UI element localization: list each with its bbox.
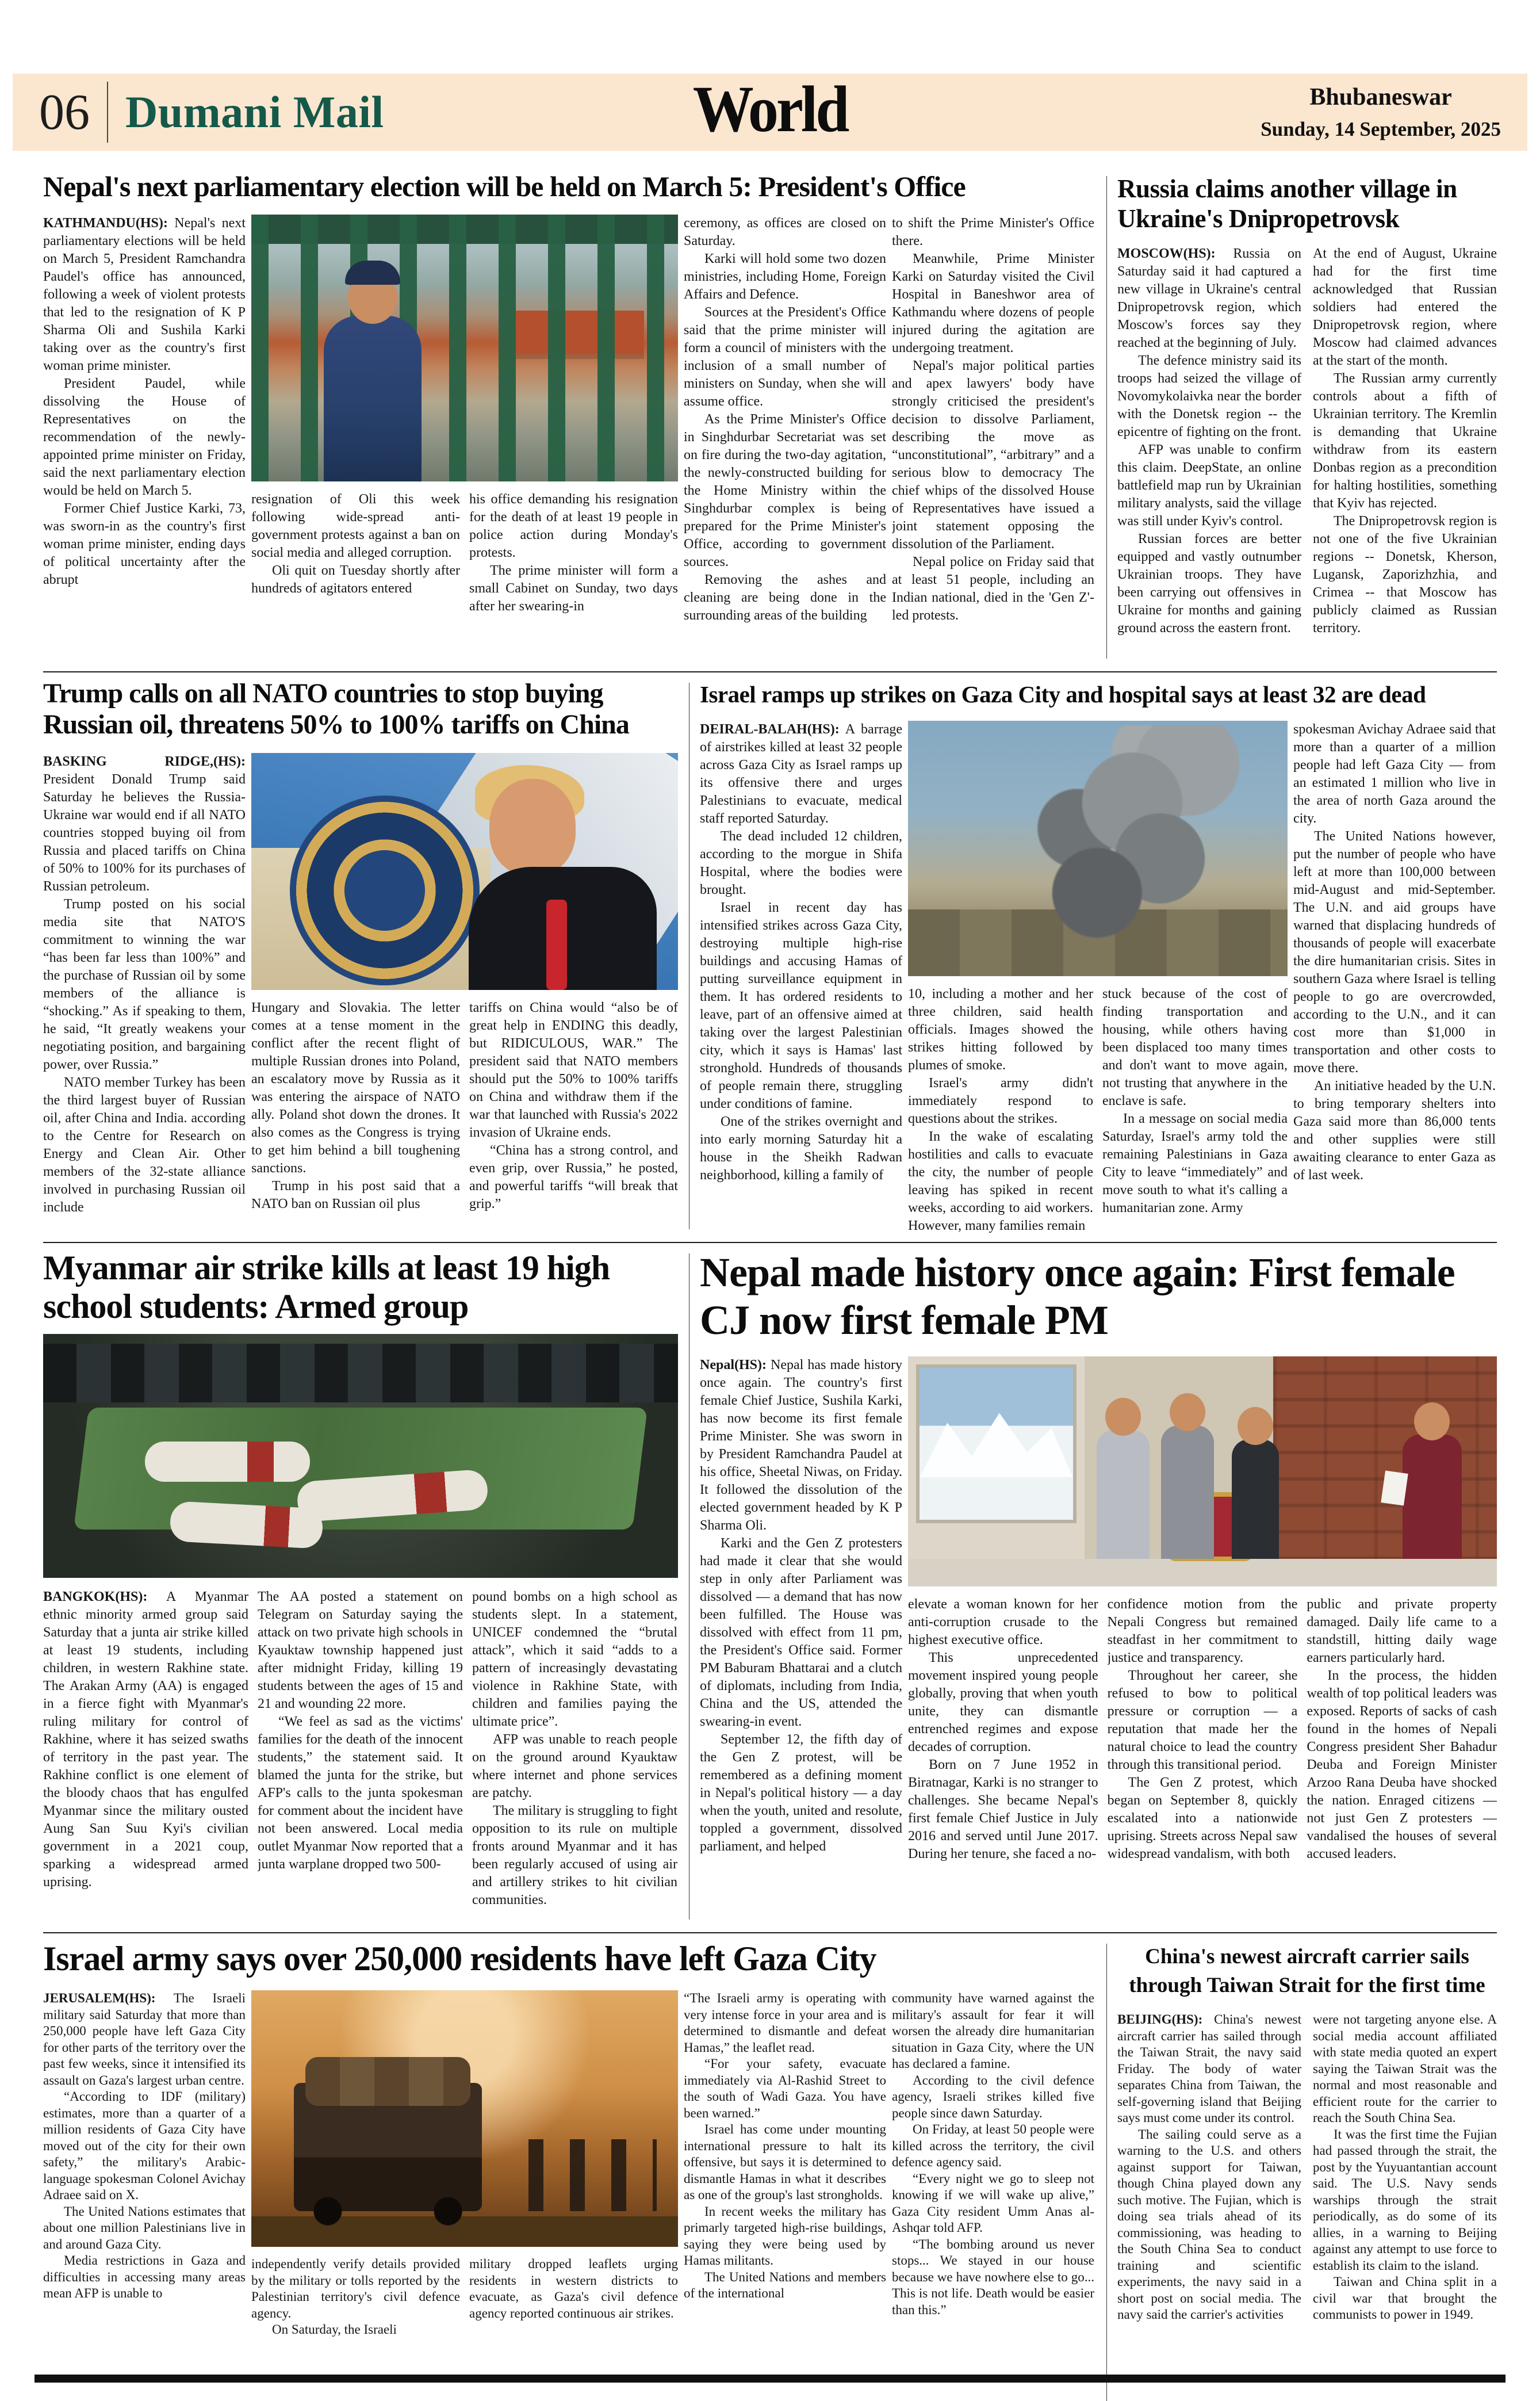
photo-trump-podium — [251, 753, 678, 990]
section-title: World — [692, 72, 848, 146]
floor-shape — [908, 1559, 1497, 1586]
text-column: KATHMANDU(HS): Nepal's next parliamentary elections will be held on March 5, President Ramchandra Paudel's office has announced, following a week of violent protests that led to the resignation of K P Sharma Oli and Sushila Karki taking over as the country's first woman prime minister. President Paudel, while dissolving the House of Representatives on the recommendation of the newly-appointed prime minister on Friday, said the next parliamentary election would be held on March 5. Former Chief Justice Karki, 73, was sworn-in as the country's first woman prime minister, ending days of political uncertainty after the abrupt — [43, 215, 246, 587]
row-2 — [0, 678, 1540, 1234]
text-column: BANGKOK(HS): A Myanmar ethnic minority armed group said Saturday that a junta air strike killed at least 19 students, including children, in western Rakhine state. The Arakan Army (AA) is engaged in a fierce fight with Myanmar's ruling military for control of Rakhine, where it has seized swaths of territory in the past year. The Rakhine conflict is one element of the bloody chaos that has engulfed Myanmar since the military ousted Aung San Suu Kyi's civilian government in a 2021 coup, sparking a widespread armed uprising. — [43, 1589, 248, 1890]
article-israel-army-evacuation — [43, 1939, 1095, 2394]
headline-nepal-first-female-pm: Nepal made history once again: First female CJ now first female PM — [700, 1249, 1455, 1344]
masthead-dateline — [1261, 83, 1501, 141]
article-nepal-election — [43, 171, 1095, 663]
karki-figure — [1403, 1435, 1461, 1559]
sub-columns — [251, 999, 678, 1234]
article-middle-block — [251, 215, 678, 663]
photo-gaza-airstrike-smoke — [908, 721, 1288, 976]
text-column: to shift the Prime Minister's Office there. Meanwhile, Prime Minister Karki on Saturday visited the Civil Hospital in Baneshwor area of Kathmandu where dozens of people injured during the agitation are undergoing treatment. Nepal's major political parties and apex lawyers' body have strongly criticised the president's decision to dissolve Parliament, describing the move as “unconstitutional”, “arbitrary” and a serious blow to democracy The chief whips of the dissolved House of Representatives have issued a joint statement opposing the dissolution of the Parliament. Nepal police on Friday said that at least 51 people, including an Indian national, died in the 'Gen Z'-led protests. — [892, 215, 1094, 623]
wrapped-bundle-shape — [145, 1442, 310, 1482]
article-divider — [1095, 171, 1117, 663]
city-label: Bhubaneswar — [1309, 84, 1452, 110]
text-column: “The Israeli army is operating with very intense force in your area and is determined to dismantle and defeat Hamas,” the leaflet read. “For your safety, evacuate immediately via Al-Rashid Street to the south of Wadi Gaza. You have been warned.” Israel has come under mounting international pressure to halt its offensive, but says it is determined to dismantle Hamas in what it describes as one of the group's last strongholds. In recent weeks the military has primarly targeted high-rise buildings, saying they were being used by Hamas militants. The United Nations and members of the international — [684, 1991, 886, 2301]
mountain-backdrop-shape — [920, 1368, 1072, 1520]
article-middle-block — [908, 1356, 1497, 1920]
article-body — [700, 1356, 1497, 1920]
article-body — [1117, 245, 1497, 651]
trump-red-tie-shape — [546, 900, 567, 990]
headline-myanmar-airstrike: Myanmar air strike kills at least 19 high school students: Armed group — [43, 1248, 610, 1326]
text-column: tariffs on China would “also be of great help in ENDING this deadly, but RIDICULOUS, WAR.” The president said that NATO members should put the 50% to 100% tariffs on China and withdraw them if the war that launched with Russia's 2022 invasion of Ukraine ends. “China has a strong control, and even grip, over Russia,” he posted, and powerful tariffs “will break that grip.” — [469, 1000, 678, 1211]
wrapped-bundle-shape — [169, 1501, 323, 1549]
text-column: DEIRAL-BALAH(HS): A barrage of airstrikes killed at least 32 people across Gaza City as Israel ramps up its offensive there and urges Palestinians to evacuate, medical staff reported Saturday. The dead included 12 children, according to the morgue in Shifa Hospital, where the bodies were brought. Israel in recent day has intensified strikes across Gaza City, destroying multiple high-rise buildings and accusing Hamas of putting surveillance equipment in them. It has ordered residents to leave, part of an offensive aimed at taking over the largest Palestinian city, which it says is Hamas' last stronghold. Hundreds of thousands of people remain there, struggling under conditions of famine. One of the strikes overnight and into early morning Saturday hit a house in the Sheikh Radwan neighborhood, killing a family of — [700, 721, 902, 1183]
text-column: were not targeting anyone else. A social media account affiliated with state media quoted an expert saying the Taiwan Strait was the normal and most reasonable and efficient route for the carrier to reach the South China Sea. It was the first time the Fujian had passed through the strait, the post by the Yuyuantantian account said. The U.S. Navy sends warships through the strait periodically, as do some of its allies, in a warning to Beijing against any attempt to use force to establish its claim to the island. Taiwan and China split in a civil war that brought the communists to power in 1949. — [1313, 2012, 1497, 2322]
row-1 — [0, 171, 1540, 663]
sub-columns — [251, 491, 678, 663]
green-fence-bars — [251, 215, 678, 481]
text-column: BASKING RIDGE,(HS): President Donald Trump said Saturday he believes the Russia-Ukraine war would end if all NATO countries stopped buying oil from Russia and placed tariffs on China of 50% to 100% for its purchases of Russian petroleum. Trump posted on his social media site that NATO'S commitment to winning the war “has been far less than 100%” and the purchase of Russian oil by some members of the alliance is “shocking.” As if speaking to them, he said, “It greatly weakens your negotiating position, and bargaining power, over Russia.” NATO member Turkey has been the third largest buyer of Russian oil, after China and India. according to the Centre for Research on Energy and Clean Air. Other members of the 32-state alliance involved in purchasing Russian oil include — [43, 754, 246, 1215]
headline-nepal-election: Nepal's next parliamentary election will be held on March 5: President's Office — [43, 171, 966, 202]
sub-columns — [43, 1588, 678, 1924]
page-number: 06 — [39, 84, 90, 140]
text-column: stuck because of the cost of finding transportation and housing, while others having been displaced too many times and don't want to move again, not trusting that anywhere in the enclave is safe. In a message on social media Saturday, Israel's army told the remaining Palestinians in Gaza City to leave “immediately” and move south to what it's calling a humanitarian zone. Army — [1102, 986, 1288, 1215]
text-column: The AA posted a statement on Telegram on Saturday saying the attack on two private high schools in Kyauktaw township happened just after midnight Friday, killing 19 students between the ages of 15 and 21 and wounding 22 more. “We feel as sad as the victims' families for the death of the innocent students,” the statement said. It blamed the junta for the strike, but AFP's calls to the junta spokesman for comment about the incident have not been answered. Local media outlet Myanmar Now reported that a junta warplane dropped two 500- — [258, 1589, 463, 1872]
text-column: Hungary and Slovakia. The letter comes at a tense moment in the conflict after the recent flight of multiple Russian drones into Poland, an escalatory move by Russia as it was entering the airspace of NATO ally. Poland shot down the drones. It also comes as the Congress is trying to get him behind a bill toughening sanctions. Trump in his post said that a NATO ban on Russian oil plus — [251, 1000, 460, 1211]
text-column: 10, including a mother and her three children, said health officials. Images showed the strikes hitting followed by plumes of smoke. Israel's army didn't immediately respond to questions about the strikes. In the wake of escalating hostilities and calls to evacuate the city, the number of people leaving has spiked in recent weeks, according to aid workers. However, many families remain — [908, 986, 1093, 1233]
photo-nepal-border-gate — [251, 215, 678, 481]
text-column: independently verify details provided by the military or tolls reported by the Palestinian territory's civil defence agency. On Saturday, the Israeli — [251, 2257, 460, 2337]
article-middle-block — [251, 753, 678, 1234]
trump-head-shape — [489, 779, 576, 875]
article-nepal-first-female-pm — [700, 1249, 1497, 1920]
aide-figure — [1232, 1439, 1279, 1559]
section-rule — [43, 1932, 1497, 1933]
text-column: confidence motion from the Nepali Congress but remained steadfast in her commitment to justice and transparency. Throughout her career, she refused to bow to political pressure or corruption — a reputation that made her the natural choice to lead the country through this transitional period. The Gen Z protest, which began on September 8, quickly escalated into a nationwide uprising. Streets across Nepal saw widespread vandalism, with both — [1107, 1597, 1298, 1861]
text-column: military dropped leaflets urging residents in western districts to evacuate, as Gaza's civil defence agency reported continuous air strikes. — [469, 2257, 678, 2320]
text-column: elevate a woman known for her anti-corruption crusade to the highest executive office. This unprecedented movement inspired young people globally, proving that when youth unite, they can dismantle entrenched regimes and expose decades of corruption. Born on 7 June 1952 in Biratnagar, Karki is no stranger to challenges. She became Nepal's first female Chief Justice in July 2016 and served until June 2017. During her tenure, she faced a no- — [908, 1597, 1098, 1861]
article-body — [43, 215, 1095, 663]
text-column: Nepal(HS): Nepal has made history once again. The country's first female Chief Justice, Sushila Karki, has now become its first female Prime Minister. She was sworn in by President Ramchandra Paudel at his office, Sheetal Niwas, on Friday. It followed the dissolution of the elected government headed by K P Sharma Oli. Karki and the Gen Z protesters had made it clear that she would step in only after Parliament was dissolved — a demand that has now been fulfilled. The House was dissolved with effect from 11 pm, the President's Office said. Former PM Baburam Bhattarai and a clutch of diplomats, including from India, China and the US, attended the swearing-in event. September 12, the fifth day of the Gen Z protest, will be remembered as a defining moment in Nepal's political history — a day when the youth, united and resolute, toppled a government, dissolved parliament, and helped — [700, 1358, 902, 1854]
masthead-divider — [107, 82, 108, 143]
article-divider — [1095, 1939, 1117, 2401]
crowd-silhouette-shape — [43, 1344, 678, 1402]
text-column: public and private property damaged. Daily life came to a standstill, hitting daily wage earners particularly hard. In the process, the hidden wealth of top political leaders was exposed. Reports of sacks of cash found in the homes of Nepali Congress president Sher Bahadur Deuba and Foreign Minister Arzoo Rana Deuba have shocked the nation. Enraged citizens — not just Gen Z protesters — vandalised the houses of several accused leaders. — [1307, 1597, 1497, 1861]
walking-figures-silhouette — [528, 2139, 657, 2211]
police-officer-figure — [324, 316, 422, 481]
headline-israel-army-evacuation: Israel army says over 250,000 residents have left Gaza City — [43, 1940, 876, 1978]
photo-karki-swearing-in — [908, 1356, 1497, 1586]
headline-russia-village: Russia claims another village in Ukraine's Dnipropetrovsk — [1117, 174, 1457, 234]
page-bottom-rule — [35, 2375, 1505, 2383]
loaded-truck-silhouette — [294, 2083, 481, 2211]
text-column: his office demanding his resignation for the death of at least 19 people in police action during Monday's protests. The prime minister will form a small Cabinet on Sunday, two days after her swearing-in — [469, 491, 678, 614]
article-body — [700, 721, 1497, 1234]
date-label: Sunday, 14 September, 2025 — [1261, 118, 1501, 140]
row-4 — [0, 1939, 1540, 2401]
text-column: ceremony, as offices are closed on Saturday. Karki will hold some two dozen ministries, including Home, Foreign Affairs and Defence. Sources at the President's Office said that the prime minister will form a council of ministers with the inclusion of a small number of ministers on Sunday, when she will assume office. As the Prime Minister's Office in Singhdurbar Secretariat was set on fire during the two-day agitation, the newly-constructed building for the Home Ministry within the Singhdurbar complex is being prepared for the Prime Minister's Office, according to government sources. Removing the ashes and cleaning are being done in the surrounding areas of the building — [684, 215, 886, 623]
text-column: community have warned against the military's assault for fear it will worsen the already dire humanitarian situation in Gaza City, where the UN has declared a famine. According to the civil defence agency, Israeli strikes killed five people since dawn Saturday. On Friday, at least 50 people were killed across the territory, the civil defence agency said. “Every night we go to sleep not knowing if we will wake up alive,” Gaza City resident Umm Anas al-Ashqar told AFP. “The bombing around us never stops... We stayed in our house because we have nowhere else to go... This is not life. Death would be easier than this.” — [892, 1991, 1094, 2317]
smoke-plume-shape — [1022, 725, 1273, 940]
photo-gaza-evacuation-truck — [251, 1990, 678, 2247]
headline-gaza-strikes: Israel ramps up strikes on Gaza City and hospital says at least 32 are dead — [700, 680, 1426, 708]
section-rule — [43, 671, 1497, 672]
article-trump-nato-oil — [43, 678, 678, 1234]
sub-columns — [251, 2256, 678, 2394]
newspaper-title: Dumani Mail — [125, 87, 384, 137]
article-middle-block — [908, 721, 1288, 1234]
text-column: spokesman Avichay Adraee said that more than a quarter of a million people had left Gaza City — from an estimated 1 million who live in the area of north Gaza around the city. The United Nations however, put the number of people who have left at more than 100,000 between mid-August and mid-September. The U.N. and aid groups have warned that displacing hundreds of thousands of people will exacerbate the dire humanitarian crisis. Sites in southern Gaza where Israel is telling people to go are overcrowded, according to the U.N., and it can cost more than $1,000 in transportation and other costs to move there. An initiative headed by the U.N. to bring temporary shelters into Gaza said more than 86,000 tents and other supplies were still awaiting clearance to enter Gaza as of last week. — [1293, 721, 1496, 1183]
article-body — [1117, 2012, 1497, 2401]
officer-figure — [1097, 1430, 1150, 1559]
sub-columns — [908, 985, 1288, 1234]
text-column: resignation of Oli this week following wide-spread anti-government protests against a ban on social media and alleged corruption. Oli quit on Tuesday shortly after hundreds of agitators entered — [251, 491, 460, 596]
article-body — [43, 753, 678, 1234]
text-column: pound bombs on a high school as students slept. In a statement, UNICEF condemned the “brutal attack”, which it said “adds to a pattern of increasingly devastating violence in Rakhine State, with children and families paying the ultimate price”. AFP was unable to reach people on the ground around Kyauktaw where internet and phone services are patchy. The military is struggling to fight opposition to its rule on multiple fronts around Myanmar and it has been regularly accused of using air and artillery strikes to hit civilian communities. — [472, 1589, 677, 1908]
article-middle-block — [251, 1990, 678, 2394]
article-gaza-strikes — [700, 678, 1497, 1234]
row-3 — [0, 1249, 1540, 1924]
text-column: JERUSALEM(HS): The Israeli military said Saturday that more than 250,000 people have left Gaza City for other parts of the territory over the past few weeks, since it intensified its assault on Gaza's largest urban centre. “According to IDF (military) estimates, more than a quarter of a million residents of Gaza City have moved out of the city for their own safety,” the military's Arabic-language spokesman Colonel Avichay Adraee said on X. The United Nations estimates that about one million Palestinians live in and around Gaza City. Media restrictions in Gaza and difficulties in accessing many areas mean AFP is unable to — [43, 1991, 246, 2301]
text-column: At the end of August, Ukraine had for the first time acknowledged that Russian soldiers had entered the Dnipropetrovsk region, where Moscow had claimed advances at the start of the month. The Russian army currently controls about a fifth of Ukrainian territory. The Kremlin is demanding that Ukraine withdraw from its eastern Donbas region as a precondition for halting hostilities, something that Kyiv has rejected. The Dnipropetrovsk region is not one of the five Ukrainian regions -- Donetsk, Kherson, Lugansk, Zaporizhzhia, and Crimea -- that Moscow has publicly claimed as Russian territory. — [1313, 246, 1497, 636]
article-divider — [678, 1249, 700, 1924]
text-column: BEIJING(HS): China's newest aircraft carrier has sailed through the Taiwan Strait, the navy said Friday. The body of water separates China from Taiwan, the self-governing island that Beijing says must come under its control. The sailing could serve as a warning to the U.S. and others against support for Taiwan, though China played down any such motive. The Fujian, which is doing sea trials ahead of its commissioning, was heading to the South China Sea to conduct training and scientific experiments, the navy said in a short post on social media. The navy said the carrier's activities — [1117, 2012, 1301, 2322]
sub-columns — [908, 1596, 1497, 1920]
headline-china-carrier: China's newest aircraft carrier sails through Taiwan Strait for the first time — [1129, 1945, 1485, 1998]
headline-trump-nato-oil: Trump calls on all NATO countries to stop buying Russian oil, threatens 50% to 100% tariffs on China — [43, 678, 629, 740]
text-column: MOSCOW(HS): Russia on Saturday said it had captured a new village in Ukraine's central Dnipropetrovsk region, which Moscow's forces say they reached at the beginning of July. The defence ministry said its troops had seized the village of Novomykolaivka near the border with the Donetsk region -- the epicentre of fighting on the front. AFP was unable to confirm this claim. DeepState, an online battlefield map run by Ukrainian military analysts, said the village was still under Kyiv's control. Russian forces are better equipped and vastly outnumber Ukrainian troops. They have been carrying out offensives in Ukraine for months and gaining ground across the eastern front. — [1117, 246, 1301, 636]
masthead — [13, 74, 1527, 151]
presidential-seal — [290, 796, 480, 985]
section-rule — [43, 1242, 1497, 1243]
article-myanmar-airstrike — [43, 1249, 678, 1924]
article-china-carrier — [1117, 1939, 1497, 2401]
article-divider — [678, 678, 700, 1234]
president-figure — [1161, 1425, 1214, 1559]
article-russia-village — [1117, 171, 1497, 651]
article-body — [43, 1990, 1095, 2394]
photo-myanmar-victims — [43, 1334, 678, 1578]
